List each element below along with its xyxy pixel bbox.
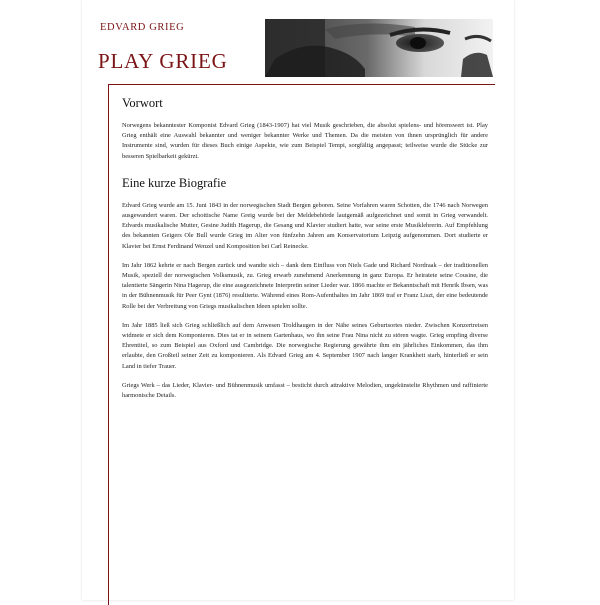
biografie-paragraph-1: Edvard Grieg wurde am 15. Juni 1843 in der norwegischen Stadt Bergen geboren. Seine Vorfahren waren Schotten, die 1746 nach Norwegen ausgewandert waren. Der schottische Name Greig wurde bei der Meldebehörde lautgemäß aufgezeichnet und somit in Grieg verwandelt. Edvards musikalische Mutter, Gesine Judith Hagerup, die Gesang und Klavier studiert hatte, war seine erste Musiklehrerin. Auf Empfehlung des bekannten Geigers Ole Bull wurde Grieg im Alter von fünfzehn Jahren am Konservatorium Leipzig aufgenommen. Dort studierte er Klavier bei Ernst Ferdinand Wenzel und Komposition bei Carl Reinecke. bbox=[122, 201, 488, 250]
portrait-image bbox=[265, 19, 493, 77]
biografie-paragraph-3: Im Jahr 1885 ließ sich Grieg schließlich auf dem Anwesen Troldhaugen in der Nähe seines Geburtsortes nieder. Zwischen Konzertreisen widmete er sich dem Komponieren. Dies tat er in seinem Gartenhaus, wo ihn seine Frau Nina nicht zu stören wagte. Grieg empfing diverse Ehrentitel, so zum Beispiel aus Oxford und Cambridge. Die norwegische Regierung gewährte ihm ein jährliches Einkommen, das ihm erlaubte, den Großteil seiner Zeit zu komponieren. Als Edvard Grieg am 4. September 1907 nach langer Krankheit starb, hinterließ er sein Land in tiefer Trauer. bbox=[122, 321, 488, 370]
section-heading-biografie: Eine kurze Biografie bbox=[122, 175, 227, 190]
author-name: EDVARD GRIEG bbox=[100, 22, 185, 33]
content-area bbox=[122, 96, 488, 410]
book-title: PLAY GRIEG bbox=[98, 49, 228, 73]
vorwort-paragraph: Norwegens bekanntester Komponist Edvard Grieg (1843-1907) hat viel Musik geschrieben, die absolut spielens- und hörenswert ist. Play Grieg enthält eine Auswahl bekannter und weniger bekannter Werke und Themen. Da die meisten von ihnen ursprünglich für andere Instrumente sind, wurden für dieses Buch einige Aspekte, wie zum Beispiel Tempi, sorgfältig angepasst; teilweise wurde die Stücke zur besseren Spielbarkeit gekürzt. bbox=[122, 122, 488, 160]
biografie-paragraph-2: Im Jahr 1862 kehrte er nach Bergen zurück und wandte sich – dank dem Einfluss von Niels Gade und Richard Nordraak – der traditionellen Musik, speziell der norwegischen Volksmusik, zu. Grieg erwarb zunehmend Anerkennung in ganz Europa. Er heiratete seine Cousine, die talentierte Sängerin Nina Hagerup, die eine ausgezeichnete Interpretin seiner Lieder war. 1866 machte er Bekanntschaft mit Henrik Ibsen, was in der Bühnenmusik für Peer Gynt (1876) resultierte. Während eines Rom-Aufenthaltes im Jahr 1869 traf er Franz Liszt, der eine bedeutende Rolle bei der Verbreitung von Griegs musikalischen Ideen spielen sollte. bbox=[122, 261, 488, 310]
biografie-paragraph-4: Griegs Werk – das Lieder, Klavier- und Bühnenmusik umfasst – besticht durch attraktive Melodien, ungekünstelte Rhythmen und raffinierte harmonische Details. bbox=[122, 381, 488, 400]
section-heading-vorwort: Vorwort bbox=[122, 96, 163, 110]
